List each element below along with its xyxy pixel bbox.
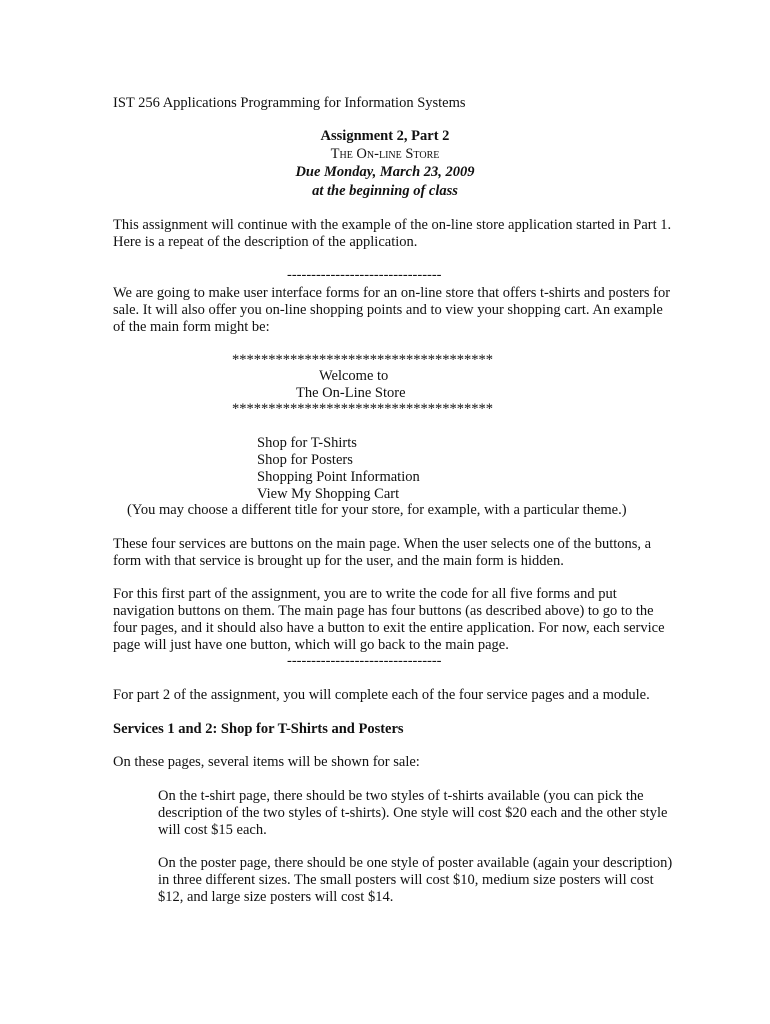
option-posters: Shop for Posters <box>257 452 353 468</box>
intro-line-2: Here is a repeat of the description of the application. <box>113 234 418 250</box>
first-part-line-4: page will just have one button, which will go back to the main page. <box>113 637 509 653</box>
description-line-2: sale. It will also offer you on-line shopping points and to view your shopping cart. An example <box>113 302 663 318</box>
first-part-line-3: four pages, and it should also have a button to exit the entire application. For now, each service <box>113 620 665 636</box>
due-time: at the beginning of class <box>312 183 458 199</box>
intro-line-1: This assignment will continue with the example of the on-line store application started in Part 1. <box>113 217 672 233</box>
option-shopping-points: Shopping Point Information <box>257 469 420 485</box>
welcome-text: Welcome to <box>319 368 389 384</box>
separator-1: -------------------------------- <box>287 267 442 283</box>
separator-2: -------------------------------- <box>287 653 442 669</box>
section-heading: Services 1 and 2: Shop for T-Shirts and Posters <box>113 721 404 737</box>
sale-intro: On these pages, several items will be shown for sale: <box>113 754 420 770</box>
tshirt-line-3: will cost $15 each. <box>158 822 267 838</box>
stars-top: ************************************ <box>232 352 493 368</box>
option-shopping-cart: View My Shopping Cart <box>257 486 400 502</box>
poster-line-3: $12, and large size posters will cost $14. <box>158 889 394 905</box>
first-part-line-2: navigation buttons on them. The main page has four buttons (as described above) to go to the <box>113 603 654 619</box>
services-line-2: form with that service is brought up for the user, and the main form is hidden. <box>113 553 564 569</box>
poster-line-1: On the poster page, there should be one style of poster available (again your description) <box>158 855 673 871</box>
option-tshirts: Shop for T-Shirts <box>257 435 357 451</box>
tshirt-line-1: On the t-shirt page, there should be two styles of t-shirts available (you can pick the <box>158 788 644 804</box>
description-line-3: of the main form might be: <box>113 319 270 335</box>
first-part-line-1: For this first part of the assignment, you are to write the code for all five forms and put <box>113 586 617 602</box>
services-line-1: These four services are buttons on the main page. When the user selects one of the buttons, a <box>113 536 652 552</box>
tshirt-line-2: description of the two styles of t-shirts). One style will cost $20 each and the other style <box>158 805 668 821</box>
store-title: The On-line Store <box>330 146 440 162</box>
stars-bottom: ************************************ <box>232 401 493 417</box>
description-line-1: We are going to make user interface forms for an on-line store that offers t-shirts and posters for <box>113 285 671 301</box>
due-date: Due Monday, March 23, 2009 <box>295 164 475 180</box>
assignment-title: Assignment 2, Part 2 <box>320 128 450 144</box>
title-note: (You may choose a different title for your store, for example, with a particular theme.) <box>127 502 627 518</box>
store-name: The On-Line Store <box>296 385 406 401</box>
course-header: IST 256 Applications Programming for Information Systems <box>113 95 466 111</box>
poster-line-2: in three different sizes. The small posters will cost $10, medium size posters will cost <box>158 872 654 888</box>
part2-text: For part 2 of the assignment, you will complete each of the four service pages and a module. <box>113 687 650 703</box>
